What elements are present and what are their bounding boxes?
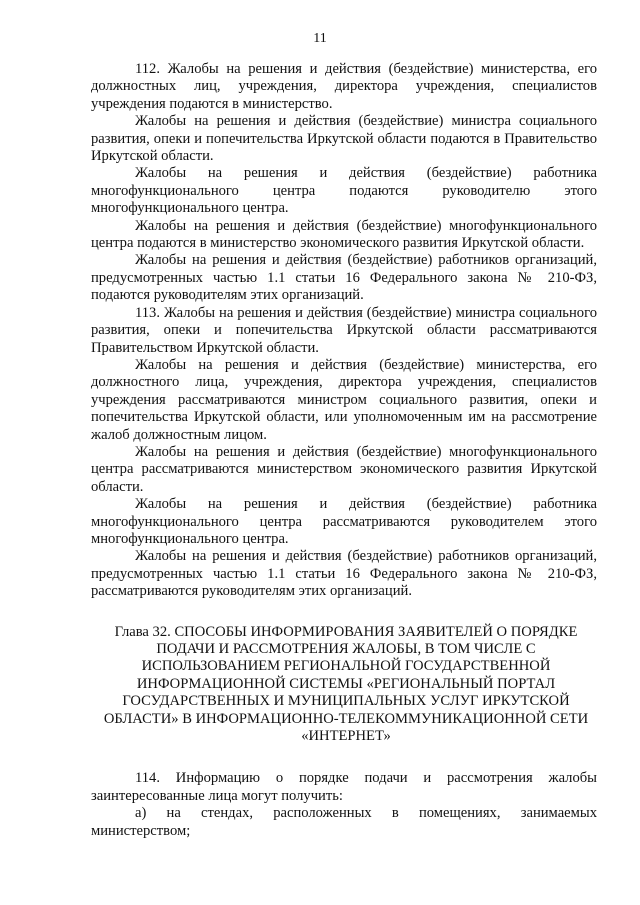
paragraph-113: 113. Жалобы на решения и действия (бездействие) министра социального развития, опеки и попечительства Иркутской области рассматриваются Правительством Иркутской области. [91, 304, 597, 356]
paragraph: Жалобы на решения и действия (бездействие) министерства, его должностного лица, учреждения, директора учреждения, специалистов учреждения рассматриваются министром социального развития, опеки и попечительства Иркутской области, или уполномоченным им на рассмотрение жалоб должностным лицом. [91, 356, 597, 443]
document-body [91, 61, 597, 840]
chapter-heading: Глава 32. СПОСОБЫ ИНФОРМИРОВАНИЯ ЗАЯВИТЕЛЕЙ О ПОРЯДКЕ ПОДАЧИ И РАССМОТРЕНИЯ ЖАЛОБЫ, В ТОМ ЧИСЛЕ С ИСПОЛЬЗОВАНИЕМ РЕГИОНАЛЬНОЙ ГОСУДАРСТВЕННОЙ ИНФОРМАЦИОННОЙ СИСТЕМЫ «РЕГИОНАЛЬНЫЙ ПОРТАЛ ГОСУДАРСТВЕННЫХ И МУНИЦИПАЛЬНЫХ УСЛУГ ИРКУТСКОЙ ОБЛАСТИ» В ИНФОРМАЦИОННО-ТЕЛЕКОММУНИКАЦИОННОЙ СЕТИ «ИНТЕРНЕТ» [103, 623, 589, 745]
paragraph: Жалобы на решения и действия (бездействие) работников организаций, предусмотренных частью 1.1 статьи 16 Федерального закона № 210-ФЗ, подаются руководителям этих организаций. [91, 252, 597, 304]
page-number: 11 [313, 31, 327, 46]
paragraph: Жалобы на решения и действия (бездействие) работника многофункционального центра подаются руководителю этого многофункционального центра. [91, 165, 597, 217]
paragraph: Жалобы на решения и действия (бездействие) многофункционального центра рассматриваются министерством экономического развития Иркутской области. [91, 443, 597, 495]
paragraph: Жалобы на решения и действия (бездействие) министра социального развития, опеки и попечительства Иркутской области подаются в Правительство Иркутской области. [91, 113, 597, 165]
paragraph: Жалобы на решения и действия (бездействие) работника многофункционального центра рассматриваются руководителем этого многофункционального центра. [91, 496, 597, 547]
paragraph-114: 114. Информацию о порядке подачи и рассмотрения жалобы заинтересованные лица могут получить: [91, 770, 597, 804]
list-item: а) на стендах, расположенных в помещениях, занимаемых министерством; [91, 805, 597, 839]
paragraph-112: 112. Жалобы на решения и действия (бездействие) министерства, его должностных лиц, учреждения, директора учреждения, специалистов учреждения подаются в министерство. [91, 61, 597, 112]
paragraph: Жалобы на решения и действия (бездействие) многофункционального центра подаются в министерство экономического развития Иркутской области. [91, 217, 597, 252]
paragraph: Жалобы на решения и действия (бездействие) работников организаций, предусмотренных частью 1.1 статьи 16 Федерального закона № 210-ФЗ, рассматриваются руководителям этих организаций. [91, 548, 597, 600]
